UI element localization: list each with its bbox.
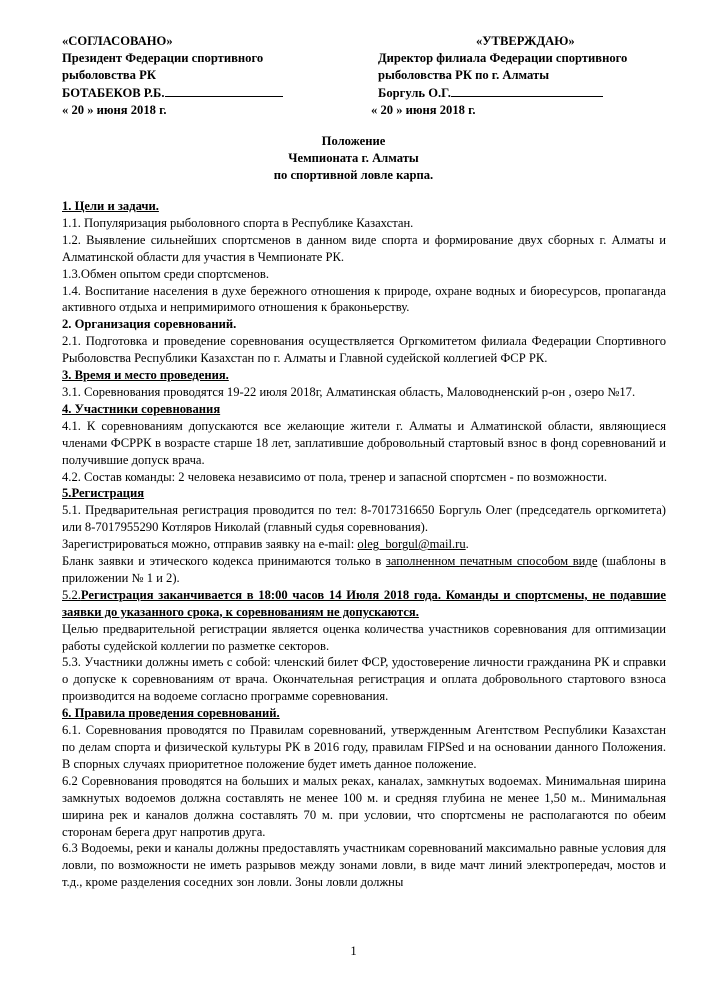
email-link[interactable]: oleg_borgul@mail.ru (357, 537, 466, 552)
approved-position: Директор филиала Федерации спортивного (378, 51, 628, 65)
email-registration-end: . (465, 537, 469, 552)
agreed-organization: рыболовства РК (62, 68, 156, 82)
clause-6-1: 6.1. Соревнования проводятся по Правилам соревнований, утвержденным Агентством Республики Казахстан по делам спорта и физической культуры РК в 2016 году, правилам FIPSed и на основании данного Положения. В спорных случаях приоритетное положение будет иметь данное положение. (62, 723, 666, 771)
clause-1-1: 1.1. Популяризация рыболовного спорта в Республике Казахстан. (62, 215, 414, 230)
approved-organization: рыболовства РК по г. Алматы (378, 68, 550, 82)
clause-1-4: 1.4. Воспитание населения в духе бережного отношения к природе, охране водных и биоресурсов, пропаганда активного отдыха и непримиримого отношения к браконьерству. (62, 283, 666, 315)
agreed-date: « 20 » июня 2018 г. (62, 103, 167, 117)
section-4-heading: 4. Участники соревнования (62, 401, 221, 416)
agreed-signature-line (62, 84, 283, 102)
application-form-templates: (шаблоны в приложении № 1 и 2). (62, 554, 666, 585)
clause-2-1: 2.1. Подготовка и проведение соревнования осуществляется Оргкомитетом филиала Федерации Спортивного Рыболовства Республики Казахстан по г. Алматы и Главной судейской коллегией ФСР РК. (62, 334, 666, 366)
section-6-heading: 6. Правила проведения соревнований. (62, 706, 280, 721)
clause-1-2: 1.2. Выявление сильнейших спортсменов в данном виде спорта и формирование двух сборных г. Алматы и Алматинской области для участия в Чемпионате РК. (62, 232, 666, 264)
email-registration (62, 536, 666, 553)
clause-5-1: 5.1. Предварительная регистрация проводится по тел: 8-7017316650 Боргуль Олег (председатель оргкомитета) или 8-7017955290 Котляров Николай (главный судья соревнования). (62, 503, 666, 535)
approved-heading: «УТВЕРЖДАЮ» (476, 34, 575, 48)
approved-date: « 20 » июня 2018 г. (371, 103, 476, 117)
clause-3-1: 3.1. Соревнования проводятся 19-22 июля 2018г, Алматинская область, Маловодненский р-он , озеро №17. (62, 384, 636, 399)
approved-signature-blank (451, 84, 603, 97)
approved-signatory-name: Боргуль О.Г. (378, 86, 451, 100)
clause-5-2 (62, 587, 666, 621)
document-body (62, 198, 666, 891)
section-2-heading: 2. Организация соревнований. (62, 317, 237, 332)
approval-block-approved (371, 33, 628, 119)
agreed-heading: «СОГЛАСОВАНО» (62, 34, 173, 48)
title-line-1: Положение (321, 134, 386, 148)
clause-6-3: 6.3 Водоемы, реки и каналы должны предоставлять участникам соревнований максимально равные условия для ловли, по возможности не иметь разрывов между зонами ловли, в виде мачт линий электропередач, мостов и т.д., кроме разделения соседних зон ловли. Зоны ловли должны (62, 841, 666, 890)
approved-signature-line (378, 84, 627, 102)
page-number: 1 (350, 944, 357, 958)
clause-6-2: 6.2 Соревнования проводятся на больших и малых реках, каналах, замкнутых водоемах. Минимальная ширина замкнутых водоемов должна составлять не менее 100 м. и средняя глубина не менее 1,50 м.. Минимальная ширина рек и каналов должна составлять 70 м. при условии, что спортсмены не располагаются по обеим сторонам берега друг напротив друга. (62, 773, 666, 839)
application-form-note (62, 553, 666, 587)
agreed-signature-blank (165, 84, 283, 97)
title-line-2: Чемпионата г. Алматы (288, 151, 419, 165)
clause-4-2: 4.2. Состав команды: 2 человека независимо от пола, тренер и запасной спортсмен - по возможности. (62, 469, 607, 484)
email-registration-text: Зарегистрироваться можно, отправив заявку на e-mail: (62, 537, 358, 552)
section-1-heading: 1. Цели и задачи. (62, 199, 159, 213)
title-line-3: по спортивной ловле карпа. (273, 168, 434, 182)
section-5-heading: 5.Регистрация (62, 486, 145, 501)
clause-5-2-number: 5.2. (62, 587, 81, 602)
agreed-position: Президент Федерации спортивного (62, 51, 264, 65)
printed-form-requirement: заполненном печатным способом виде (385, 554, 598, 569)
section-3-heading: 3. Время и место проведения. (62, 368, 229, 383)
clause-5-3: 5.3. Участники должны иметь с собой: членский билет ФСР, удостоверение личности гражданина РК и справки о допуске к соревнованиям от врача. Окончательная регистрация и оплата добровольного стартового взноса производится на водоеме согласно программе соревнования. (62, 655, 666, 704)
agreed-signatory-name: БОТАБЕКОВ Р.Б. (62, 86, 165, 100)
clause-4-1: 4.1. К соревнованиям допускаются все желающие жители г. Алматы и Алматинской области, являющиеся членами ФСРРК в возрасте старше 18 лет, заплатившие добровольный стартовый взнос в фонд соревнований и получившие допуск врача. (62, 418, 666, 467)
document-title (0, 133, 707, 184)
clause-1-3: 1.3.Обмен опытом среди спортсменов. (62, 266, 270, 281)
registration-deadline: Регистрация заканчивается в 18:00 часов 14 Июля 2018 года. Команды и спортсмены, не подавшие заявки до указанного срока, к соревнованиям не допускаются. (62, 587, 666, 619)
application-form-text: Бланк заявки и этического кодекса принимаются только в (62, 554, 386, 569)
approval-block-agreed (62, 33, 283, 119)
registration-purpose: Целью предварительной регистрации является оценка количества участников соревнования для оптимизации работы судейской коллегии по разметке секторов. (62, 621, 666, 653)
